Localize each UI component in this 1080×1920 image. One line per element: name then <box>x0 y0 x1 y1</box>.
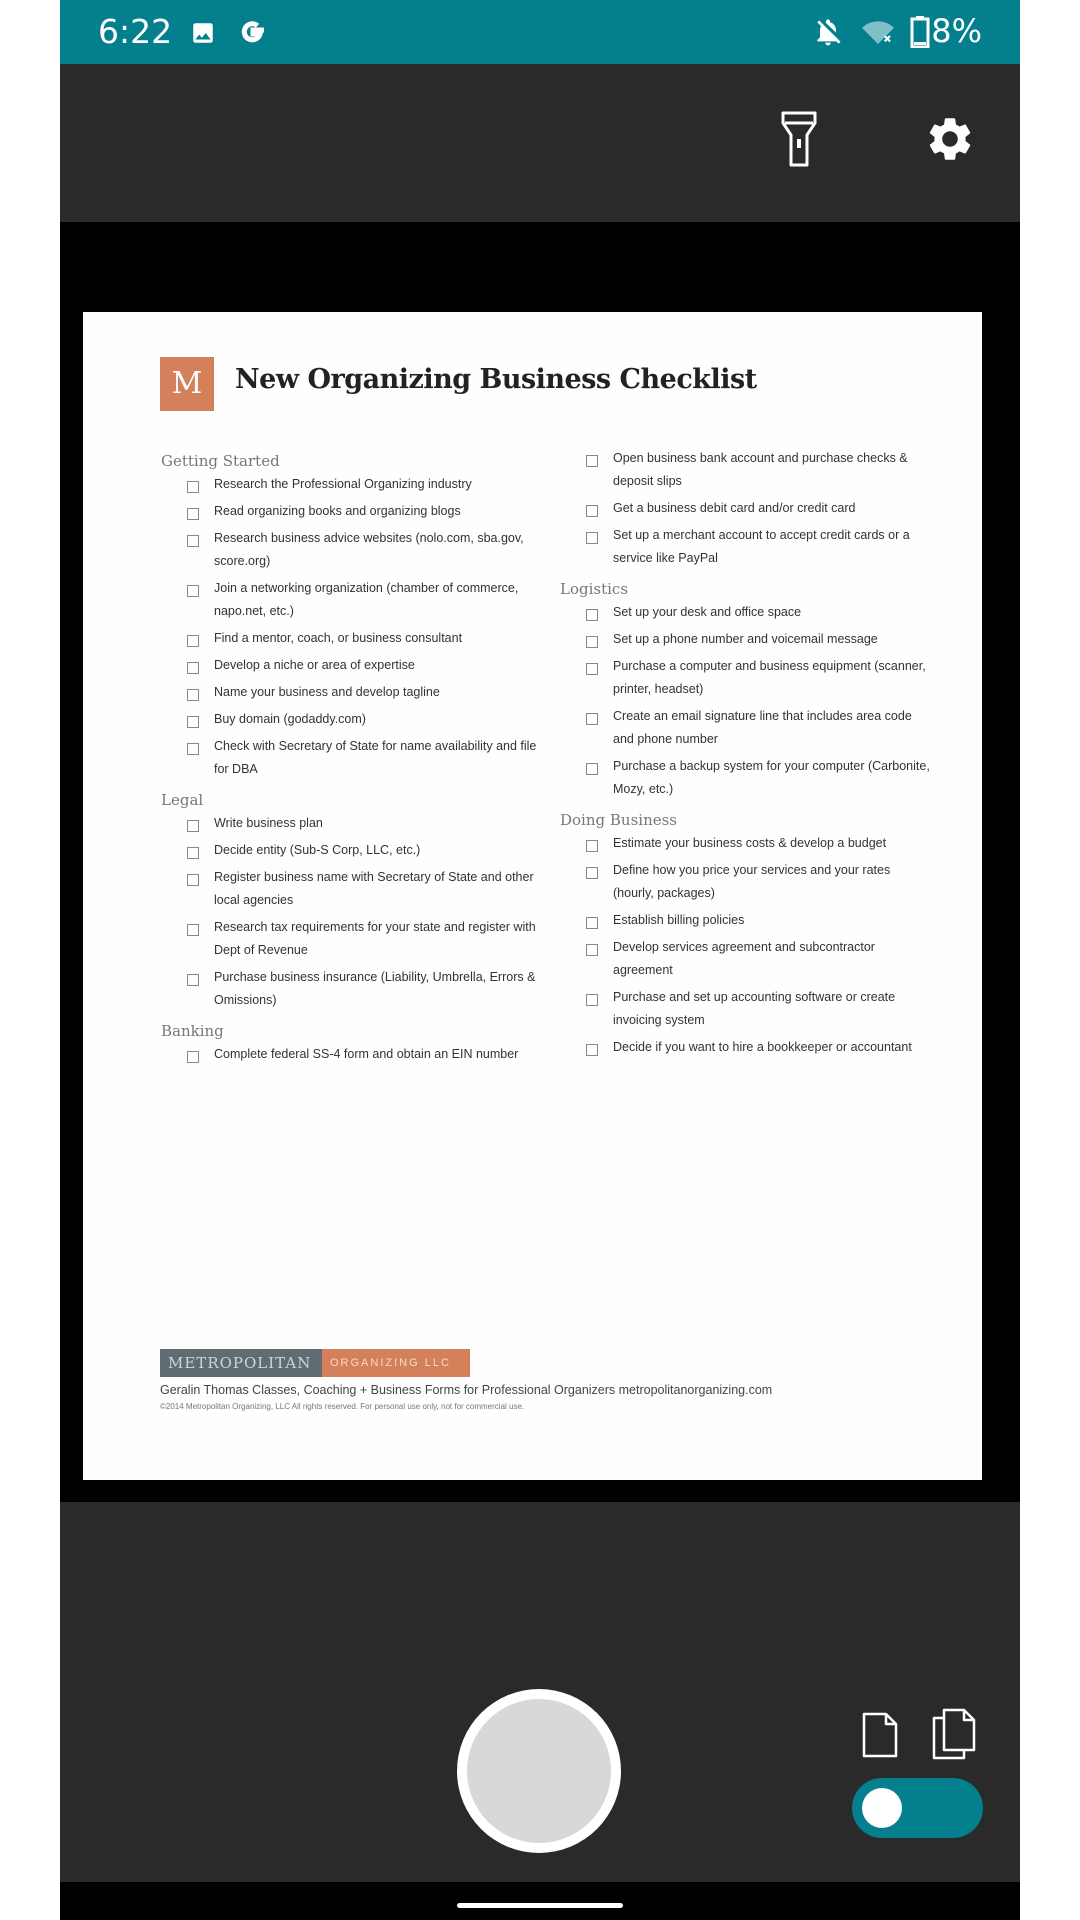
checkbox <box>187 847 199 859</box>
google-icon <box>235 14 271 55</box>
checklist-item: Research business advice websites (nolo.com, sba.gov, score.org) <box>187 532 551 573</box>
checkbox <box>586 505 598 517</box>
checklist-item: Decide entity (Sub-S Corp, LLC, etc.) <box>187 844 551 862</box>
checklist-item: Develop services agreement and subcontractor agreement <box>586 941 930 982</box>
section-title: Doing Business <box>560 811 677 829</box>
brand-name: METROPOLITAN <box>160 1349 322 1377</box>
checklist-section-logistics <box>560 580 930 801</box>
checkbox <box>187 716 199 728</box>
checkbox <box>187 481 199 493</box>
section-title: Logistics <box>560 580 629 598</box>
checklist-section-doing-business <box>560 811 930 1059</box>
checkbox <box>586 867 598 879</box>
checkbox <box>586 532 598 544</box>
flashlight-icon <box>779 109 819 169</box>
section-title: Banking <box>161 1022 224 1040</box>
brand-logo <box>160 1349 470 1377</box>
settings-button[interactable] <box>915 104 985 174</box>
image-icon <box>190 20 216 51</box>
checkbox <box>187 662 199 674</box>
battery-icon <box>910 16 930 53</box>
shutter-inner <box>467 1699 611 1843</box>
flashlight-button[interactable] <box>764 104 834 174</box>
scanned-document <box>83 312 982 1480</box>
checklist-item: Research tax requirements for your state and register with Dept of Revenue <box>187 921 551 962</box>
checklist-item: Purchase a computer and business equipment (scanner, printer, headset) <box>586 660 930 701</box>
checkbox <box>586 636 598 648</box>
checkbox <box>586 455 598 467</box>
checklist-item: Set up your desk and office space <box>586 606 930 624</box>
checkbox <box>586 663 598 675</box>
checklist-item: Open business bank account and purchase checks & deposit slips <box>586 452 930 493</box>
checkbox <box>187 689 199 701</box>
status-bar <box>60 0 1020 64</box>
checklist-item: Read organizing books and organizing blogs <box>187 505 551 523</box>
checkbox <box>187 743 199 755</box>
checklist-item: Define how you price your services and your rates (hourly, packages) <box>586 864 930 905</box>
settings-gear-icon <box>924 113 976 165</box>
checklist-item: Purchase and set up accounting software or create invoicing system <box>586 991 930 1032</box>
document-footer <box>160 1349 960 1411</box>
footer-copyright: ©2014 Metropolitan Organizing, LLC All rights reserved. For personal use only, not for commercial use. <box>160 1402 525 1411</box>
checkbox <box>187 585 199 597</box>
checklist-item: Register business name with Secretary of State and other local agencies <box>187 871 551 912</box>
checkbox <box>187 508 199 520</box>
checklist-item: Get a business debit card and/or credit card <box>586 502 930 520</box>
checkbox <box>187 1051 199 1063</box>
capture-controls <box>60 1502 1020 1882</box>
notifications-off-icon <box>812 16 844 53</box>
status-time: 6:22 <box>98 12 173 51</box>
checkbox <box>586 609 598 621</box>
checkbox <box>586 944 598 956</box>
multi-page-icon[interactable] <box>932 1708 976 1765</box>
checklist-section-getting-started <box>161 452 551 781</box>
toggle-knob <box>862 1788 902 1828</box>
brand-suffix: ORGANIZING LLC <box>322 1349 470 1377</box>
checkbox <box>187 535 199 547</box>
document-logo: M <box>160 357 214 411</box>
checklist-item: Research the Professional Organizing industry <box>187 478 551 496</box>
camera-toolbar <box>60 64 1020 222</box>
checklist-right-column <box>560 452 930 1069</box>
checklist-item: Check with Secretary of State for name availability and file for DBA <box>187 740 551 781</box>
wifi-no-connection-icon <box>860 16 896 53</box>
checkbox <box>187 874 199 886</box>
checkbox <box>586 1044 598 1056</box>
checkbox <box>586 994 598 1006</box>
navigation-bar <box>60 1882 1020 1920</box>
checkbox <box>586 917 598 929</box>
checklist-item: Complete federal SS-4 form and obtain an EIN number <box>187 1048 551 1066</box>
checklist-item: Join a networking organization (chamber of commerce, napo.net, etc.) <box>187 582 551 623</box>
shutter-button[interactable] <box>457 1689 621 1853</box>
checklist-item: Establish billing policies <box>586 914 930 932</box>
checklist-item: Decide if you want to hire a bookkeeper or accountant <box>586 1041 930 1059</box>
checklist-left-column <box>161 452 551 1076</box>
checklist-item: Set up a merchant account to accept credit cards or a service like PayPal <box>586 529 930 570</box>
checklist-item: Purchase business insurance (Liability, Umbrella, Errors & Omissions) <box>187 971 551 1012</box>
checklist-item: Develop a niche or area of expertise <box>187 659 551 677</box>
checklist-item: Estimate your business costs & develop a budget <box>586 837 930 855</box>
single-page-icon[interactable] <box>862 1712 898 1763</box>
checkbox <box>187 820 199 832</box>
checklist-item: Purchase a backup system for your computer (Carbonite, Mozy, etc.) <box>586 760 930 801</box>
battery-percentage: 8% <box>931 12 982 50</box>
camera-preview[interactable] <box>60 222 1020 1502</box>
checklist-item: Name your business and develop tagline <box>187 686 551 704</box>
checklist-item: Find a mentor, coach, or business consultant <box>187 632 551 650</box>
checkbox <box>586 713 598 725</box>
document-title: New Organizing Business Checklist <box>235 364 757 395</box>
checklist-item: Set up a phone number and voicemail message <box>586 633 930 651</box>
camera-scanner-screen <box>60 0 1020 1920</box>
section-title: Getting Started <box>161 452 280 470</box>
checkbox <box>586 840 598 852</box>
checkbox <box>187 924 199 936</box>
checklist-item: Create an email signature line that includes area code and phone number <box>586 710 930 751</box>
section-title: Legal <box>161 791 204 809</box>
checklist-section-banking-continued <box>560 452 930 570</box>
checklist-section-banking <box>161 1022 551 1066</box>
checkbox <box>187 974 199 986</box>
checkbox <box>187 635 199 647</box>
checklist-item: Write business plan <box>187 817 551 835</box>
footer-credit: Geralin Thomas Classes, Coaching + Business Forms for Professional Organizers metropolitanorganizing.com <box>160 1383 773 1397</box>
checklist-section-legal <box>161 791 551 1012</box>
checkbox <box>586 763 598 775</box>
home-gesture-handle[interactable] <box>457 1903 623 1908</box>
checklist-item: Buy domain (godaddy.com) <box>187 713 551 731</box>
batch-mode-toggle[interactable] <box>852 1778 983 1838</box>
